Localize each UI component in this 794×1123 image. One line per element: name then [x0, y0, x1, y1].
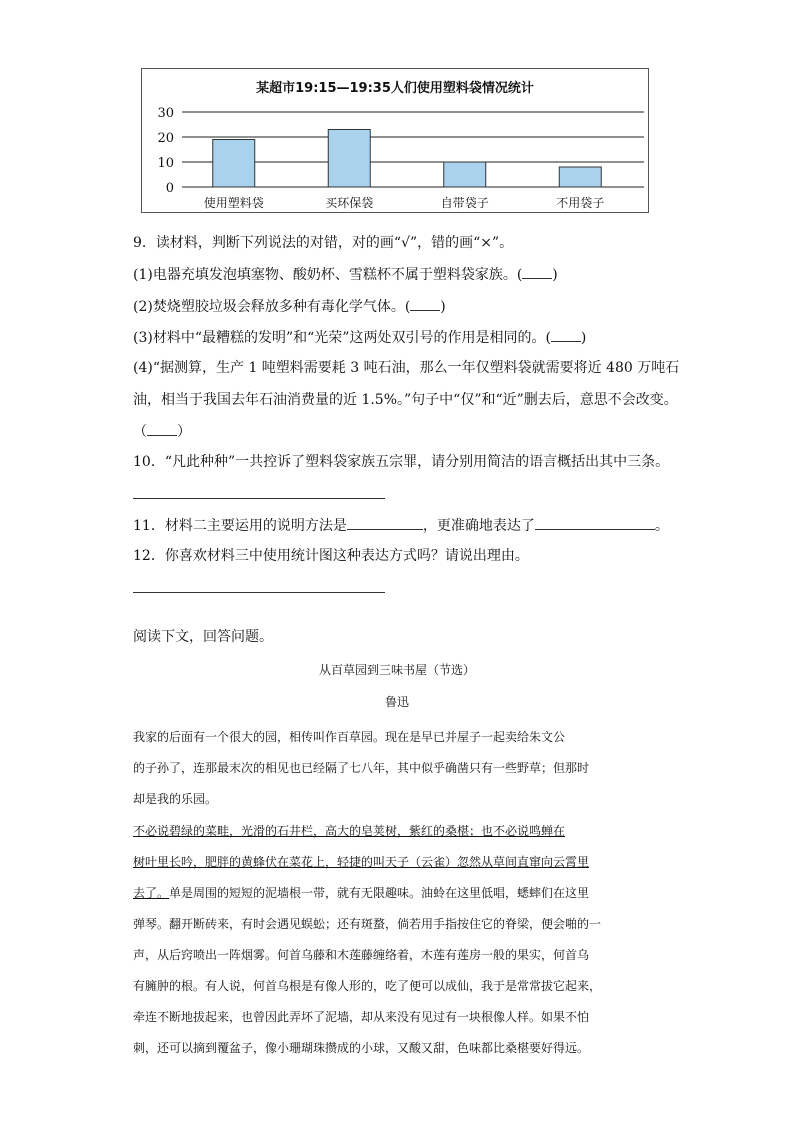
q12-text: 12．你喜欢材料三中使用统计图这种表达方式吗？请说出理由。 [133, 548, 529, 564]
answer-blank[interactable] [147, 421, 177, 436]
q10-answer-line[interactable] [133, 498, 385, 499]
q9-stem: 9．读材料，判断下列说法的对错，对的画“√”，错的画“×”。 [133, 235, 514, 251]
answer-blank[interactable] [551, 327, 581, 342]
bar [559, 167, 601, 187]
reading-intro: 阅读下文，回答问题。 [133, 629, 273, 645]
answer-blank[interactable] [522, 264, 552, 279]
x-tick-label: 不用袋子 [556, 196, 605, 210]
q9-item-2: (2)焚烧塑胶垃圾会释放多种有毒化学气体。( ) [133, 296, 446, 317]
x-tick-label: 买环保袋 [325, 196, 374, 210]
q9-item-4-line-1: (4)“据测算，生产 1 吨塑料需要耗 3 吨石油，那么一年仅塑料袋就需要将近 480 万吨石 [133, 360, 680, 376]
underlined-sentence: 不必说碧绿的菜畦，光滑的石井栏，高大的皂荚树，紫红的桑椹；也不必说鸣蝉在 [133, 824, 566, 838]
q9-item-1: (1)电器充填发泡填塞物、酸奶杯、雪糕杯不属于塑料袋家族。( ) [133, 264, 558, 285]
bar [328, 130, 370, 188]
chart-title: 某超市19:15—19:35人们使用塑料袋情况统计 [256, 81, 534, 96]
q9-item-4-answer: （ ） [133, 421, 191, 442]
x-tick-label: 自带袋子 [440, 196, 489, 210]
y-tick-label: 10 [157, 156, 174, 171]
passage-author: 鲁迅 [384, 695, 409, 709]
passage-paragraph-1: 我家的后面有一个很大的园，相传叫作百草园。现在是早已并屋子一起卖给朱文公 的子孙了，连那最末次的相见也已经隔了七八年，其中似乎确凿只有一些野草；但那时 却是我的乐园。 [133, 730, 590, 806]
q10-text: 10．“凡此种种”一共控诉了塑料袋家族五宗罪，请分别用简洁的语言概括出其中三条。 [133, 454, 670, 470]
x-tick-label: 使用塑料袋 [203, 196, 264, 210]
answer-blank[interactable] [535, 515, 655, 530]
y-tick-label: 30 [157, 106, 174, 121]
y-tick-label: 20 [157, 131, 174, 146]
underlined-sentence: 树叶里长吟，肥胖的黄蜂伏在菜花上，轻捷的叫天子（云雀）忽然从草间直窜向云霄里 [133, 855, 590, 869]
q12-answer-line[interactable] [133, 592, 385, 593]
answer-blank[interactable] [410, 296, 440, 311]
q9-item-4-line-2: 油，相当于我国去年石油消费量的近 1.5%。”句子中“仅”和“近”删去后，意思不会改变。 [133, 392, 678, 408]
q9-item-3: (3)材料中“最糟糕的发明”和“光荣”这两处双引号的作用是相同的。( ) [133, 327, 586, 348]
passage-paragraph-2: 不必说碧绿的菜畦，光滑的石井栏，高大的皂荚树，紫红的桑椹；也不必说鸣蝉在 树叶里长吟，肥胖的黄蜂伏在菜花上，轻捷的叫天子（云雀）忽然从草间直窜向云霄里 去了。单是周围的短短的泥墙根一带，就有无限趣味。油蛉在这里低唱，蟋蟀们在这里 弹琴。翻开断砖来，有时会遇见蜈蚣；还有斑蝥，倘若用手指按住它的脊梁，便会啪的一 声，从后窍喷出一阵烟雾。何首乌藤和木莲藤缠络着，木莲有莲房一般的果实，何首乌 有臃肿的根。有人说，何首乌根是有像人形的，吃了便可以成仙，我于是常常拔它起来， 牵连不断地拔起来，也曾因此弄坏了泥墙，却从来没有见过有一块根像人样。如果不怕 刺，还可以摘到覆盆子，像小珊瑚珠攒成的小球，又酸又甜，色味都比桑椹要好得远。 [133, 816, 663, 1064]
y-tick-label: 0 [165, 181, 174, 196]
bar [213, 140, 255, 188]
q11-text: 11．材料二主要运用的说明方法是 ，更准确地表达了 。 [133, 515, 669, 536]
passage-title: 从百草园到三味书屋（节选） [318, 663, 475, 677]
bar-chart [141, 68, 649, 213]
answer-blank[interactable] [347, 515, 423, 530]
bar [444, 162, 486, 187]
underlined-sentence: 去了。 [133, 886, 170, 900]
chart-plot [142, 69, 648, 212]
